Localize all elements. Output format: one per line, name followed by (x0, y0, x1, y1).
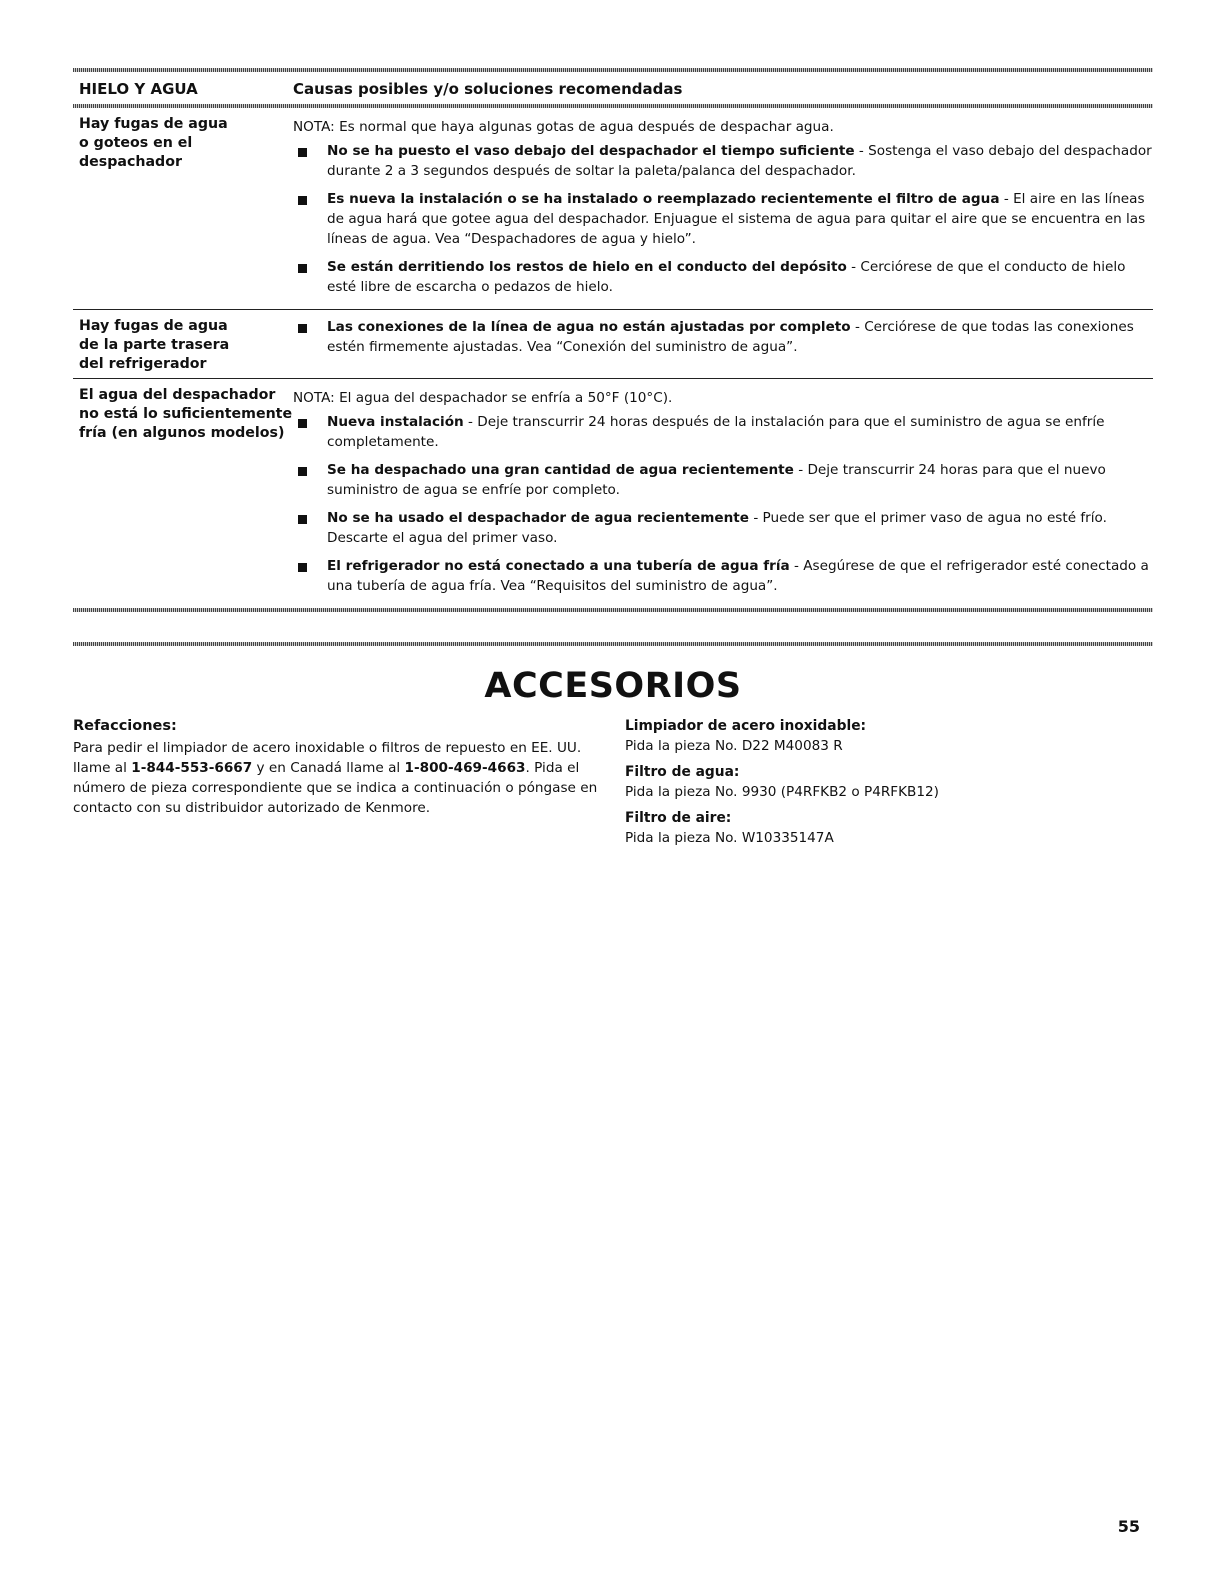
refacciones-text-part: y en Canadá llame al (252, 760, 405, 776)
item-text (327, 508, 1153, 548)
problem-line: de la parte trasera (79, 337, 230, 353)
solutions-cell (293, 115, 1153, 305)
list-item (293, 460, 1153, 500)
problem-line: Hay fugas de agua (79, 116, 228, 132)
part-heading: Filtro de aire: (625, 810, 732, 826)
solutions-cell (293, 317, 1153, 374)
phone-ca: 1-800-469-4663 (404, 760, 526, 776)
problem-line: El agua del despachador (79, 387, 276, 403)
square-bullet-icon (293, 257, 327, 297)
item-text (327, 141, 1153, 181)
item-text (327, 317, 1153, 357)
list-item (293, 317, 1153, 357)
item-cause: Se ha despachado una gran cantidad de agua recientemente (327, 462, 794, 478)
part-number: Pida la pieza No. D22 M40083 R (625, 738, 843, 754)
list-item (293, 412, 1153, 452)
list-item (293, 508, 1153, 548)
refacciones-text-part: . Pida el número de pieza correspondiente que se indica a continuación o póngase en contacto con su distribuidor autorizado de Kenmore. (73, 760, 598, 816)
item-solution: - Deje transcurrir 24 horas después de la instalación para que el suministro de agua se enfríe completamente. (327, 414, 1105, 450)
part-entry (625, 762, 1153, 802)
square-bullet-icon (293, 556, 327, 596)
problem-line: del refrigerador (79, 356, 207, 372)
part-heading: Limpiador de acero inoxidable: (625, 718, 867, 734)
square-bullet-icon (293, 317, 327, 357)
accessories-columns (73, 716, 1153, 854)
note-text: NOTA: El agua del despachador se enfría a 50°F (10°C). (293, 390, 673, 406)
list-item (293, 189, 1153, 249)
item-cause: Nueva instalación (327, 414, 464, 430)
table-header-right: Causas posibles y/o soluciones recomendadas (293, 80, 683, 98)
part-number: Pida la pieza No. W10335147A (625, 830, 834, 846)
item-cause: Las conexiones de la línea de agua no están ajustadas por completo (327, 319, 851, 335)
item-solution: - Asegúrese de que el refrigerador esté conectado a una tubería de agua fría. Vea “Requisitos del suministro de agua”. (327, 558, 1149, 594)
refacciones-text-part: Para pedir el limpiador de acero inoxidable o filtros de repuesto en EE. UU. llame al (73, 740, 582, 776)
list-item (293, 556, 1153, 596)
list-item (293, 141, 1153, 181)
phone-us: 1-844-553-6667 (131, 760, 253, 776)
item-text (327, 460, 1153, 500)
problem-line: o goteos en el despachador (79, 135, 193, 170)
part-entry (625, 808, 1153, 848)
refacciones-column (73, 716, 621, 854)
parts-column (621, 716, 1153, 854)
item-cause: Es nueva la instalación o se ha instalado o reemplazado recientemente el filtro de agua (327, 191, 1000, 207)
square-bullet-icon (293, 460, 327, 500)
problem-line: fría (en algunos modelos) (79, 425, 285, 441)
item-cause: Se están derritiendo los restos de hielo en el conducto del depósito (327, 259, 847, 275)
item-solution: - El aire en las líneas de agua hará que gotee agua del despachador. Enjuague el sistema de agua para quitar el aire que se encuentra en las líneas de agua. Vea “Despachadores de agua y hielo”. (327, 191, 1146, 247)
page (73, 68, 1153, 854)
item-solution: - Puede ser que el primer vaso de agua no esté frío. Descarte el agua del primer vaso. (327, 510, 1107, 546)
item-cause: El refrigerador no está conectado a una tubería de agua fría (327, 558, 790, 574)
refacciones-text (73, 738, 621, 818)
part-heading: Filtro de agua: (625, 764, 740, 780)
note-text: NOTA: Es normal que haya algunas gotas de agua después de despachar agua. (293, 119, 834, 135)
solutions-cell (293, 386, 1153, 604)
list-item (293, 257, 1153, 297)
refacciones-heading: Refacciones: (73, 718, 177, 734)
item-solution: - Sostenga el vaso debajo del despachador durante 2 a 3 segundos después de soltar la paleta/palanca del despachador. (327, 143, 1152, 179)
problem-cell (73, 317, 293, 374)
table-row (73, 310, 1153, 378)
table-row (73, 379, 1153, 608)
item-text (327, 257, 1153, 297)
item-solution: - Cerciórese de que todas las conexiones estén firmemente ajustadas. Vea “Conexión del suministro de agua”. (327, 319, 1134, 355)
item-text (327, 189, 1153, 249)
section-title: ACCESORIOS (484, 666, 742, 706)
item-text (327, 412, 1153, 452)
item-text (327, 556, 1153, 596)
problem-line: Hay fugas de agua (79, 318, 228, 334)
problem-cell (73, 115, 293, 305)
item-cause: No se ha usado el despachador de agua recientemente (327, 510, 749, 526)
section-rule (73, 642, 1153, 646)
square-bullet-icon (293, 141, 327, 181)
square-bullet-icon (293, 412, 327, 452)
table-header (73, 72, 1153, 104)
part-number: Pida la pieza No. 9930 (P4RFKB2 o P4RFKB12) (625, 784, 939, 800)
problem-cell (73, 386, 293, 604)
square-bullet-icon (293, 189, 327, 249)
table-header-left: HIELO Y AGUA (79, 80, 198, 98)
item-solution: - Cerciórese de que el conducto de hielo esté libre de escarcha o pedazos de hielo. (327, 259, 1126, 295)
table-row (73, 108, 1153, 309)
square-bullet-icon (293, 508, 327, 548)
item-solution: - Deje transcurrir 24 horas para que el nuevo suministro de agua se enfríe por completo. (327, 462, 1106, 498)
item-cause: No se ha puesto el vaso debajo del despachador el tiempo suficiente (327, 143, 855, 159)
part-entry (625, 716, 1153, 756)
page-number: 55 (1117, 1517, 1140, 1536)
problem-line: no está lo suficientemente (79, 406, 293, 422)
